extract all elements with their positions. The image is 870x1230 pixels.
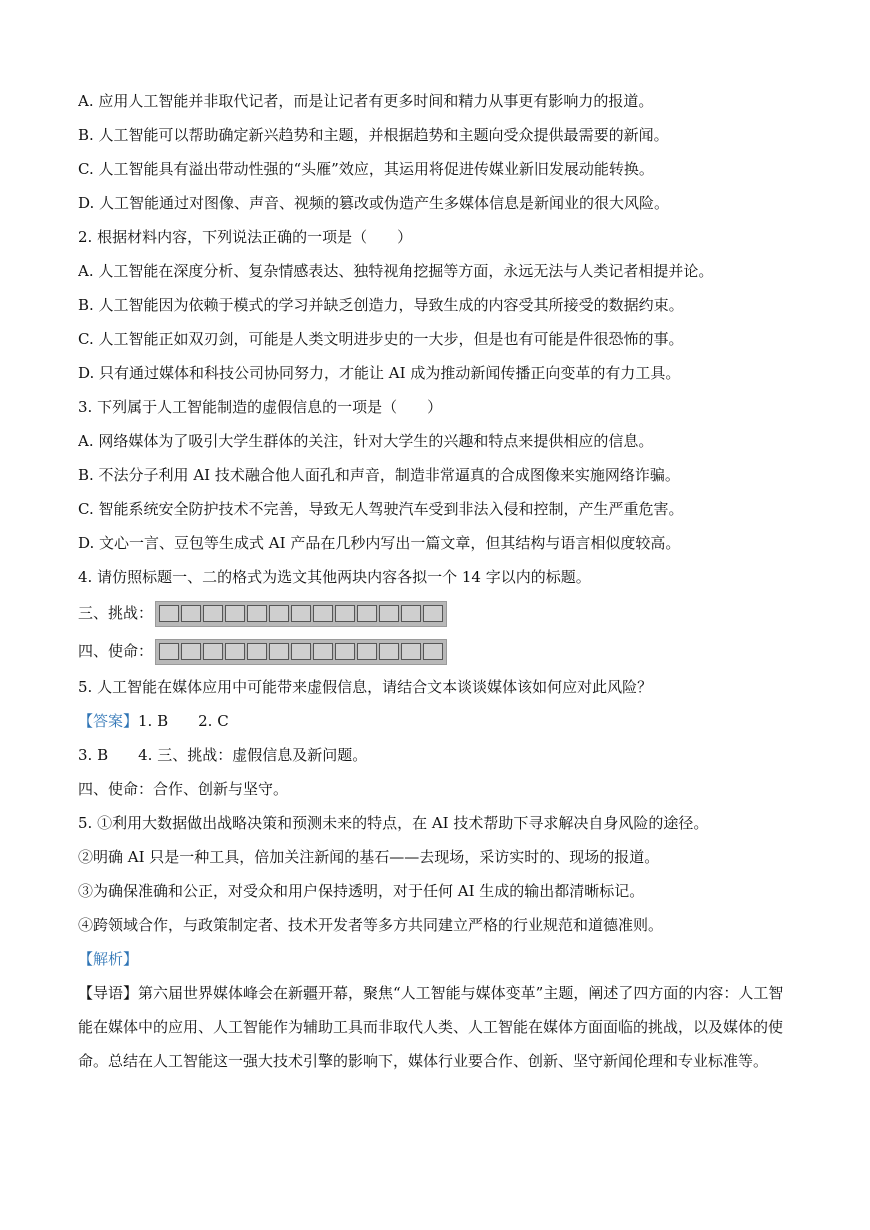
answer-tag: 【答案】 <box>78 712 139 730</box>
q3-option-b: B. 不法分子利用 AI 技术融合他人面孔和声音，制造非常逼真的合成图像来实施网络诈骗。 <box>78 466 680 484</box>
q2-option-c: C. 人工智能正如双刃剑，可能是人类文明进步史的一大步，但是也有可能是件很恐怖的事。 <box>78 330 684 348</box>
answer-4b: 四、使命：合作、创新与坚守。 <box>78 780 289 798</box>
q3-option-d: D. 文心一言、豆包等生成式 AI 产品在几秒内写出一篇文章，但其结构与语言相似度较高。 <box>78 534 681 552</box>
q4-stem: 4. 请仿照标题一、二的格式为选文其他两块内容各拟一个 14 字以内的标题。 <box>78 568 591 586</box>
q1-option-c: C. 人工智能具有溢出带动性强的“头雁”效应，其运用将促进传媒业新旧发展动能转换。 <box>78 160 654 178</box>
q4-blank-four <box>78 632 790 670</box>
q1-option-d: D. 人工智能通过对图像、声音、视频的篡改或伪造产生多媒体信息是新闻业的很大风险。 <box>78 194 670 212</box>
analysis-intro <box>78 976 790 1078</box>
q2-option-a: A. 人工智能在深度分析、复杂情感表达、独特视角挖掘等方面，永远无法与人类记者相提并论。 <box>78 262 714 280</box>
answer-2: 2. C <box>198 712 229 730</box>
q5-stem: 5. 人工智能在媒体应用中可能带来虚假信息，请结合文本谈谈媒体该如何应对此风险？ <box>78 678 653 696</box>
answer-grid-four[interactable] <box>155 639 447 665</box>
q3-option-a: A. 网络媒体为了吸引大学生群体的关注，针对大学生的兴趣和特点来提供相应的信息。 <box>78 432 654 450</box>
answer-5-3: ③为确保准确和公正，对受众和用户保持透明，对于任何 AI 生成的输出都清晰标记。 <box>78 882 645 900</box>
q4-blank-three <box>78 594 790 632</box>
analysis-intro-tag: 【导语】 <box>78 984 139 1002</box>
answer-grid-three[interactable] <box>155 601 447 627</box>
q2-stem: 2. 根据材料内容，下列说法正确的一项是（ ） <box>78 228 413 246</box>
q4-blank-four-label: 四、使命： <box>78 642 154 660</box>
q1-option-b: B. 人工智能可以帮助确定新兴趋势和主题，并根据趋势和主题向受众提供最需要的新闻。 <box>78 126 669 144</box>
answer-4: 4. 三、挑战：虚假信息及新问题。 <box>138 746 368 764</box>
q3-stem: 3. 下列属于人工智能制造的虚假信息的一项是（ ） <box>78 398 443 416</box>
answer-1: 1. B <box>138 712 169 730</box>
q2-option-d: D. 只有通过媒体和科技公司协同努力，才能让 AI 成为推动新闻传播正向变革的有力工具。 <box>78 364 681 382</box>
q3-option-c: C. 智能系统安全防护技术不完善，导致无人驾驶汽车受到非法入侵和控制，产生严重危害。 <box>78 500 684 518</box>
answer-3: 3. B <box>78 746 109 764</box>
answer-line-2 <box>78 738 790 772</box>
answer-5-2: ②明确 AI 只是一种工具，倍加关注新闻的基石——去现场，采访实时的、现场的报道。 <box>78 848 660 866</box>
answer-line-1 <box>78 704 790 738</box>
document-content <box>78 84 790 1078</box>
answer-5-4: ④跨领域合作，与政策制定者、技术开发者等多方共同建立严格的行业规范和道德准则。 <box>78 916 664 934</box>
answer-5-1: 5. ①利用大数据做出战略决策和预测未来的特点，在 AI 技术帮助下寻求解决自身风险的途径。 <box>78 814 709 832</box>
q2-option-b: B. 人工智能因为依赖于模式的学习并缺乏创造力，导致生成的内容受其所接受的数据约束。 <box>78 296 684 314</box>
analysis-tag: 【解析】 <box>78 950 139 968</box>
analysis-intro-text: 第六届世界媒体峰会在新疆开幕，聚焦“人工智能与媒体变革”主题，阐述了四方面的内容：人工智能在媒体中的应用、人工智能作为辅助工具而非取代人类、人工智能在媒体方面面临的挑战，以及媒体的使命。总结在人工智能这一强大技术引擎的影响下，媒体行业要合作、创新、坚守新闻伦理和专业标准等。 <box>78 984 784 1070</box>
q1-option-a: A. 应用人工智能并非取代记者，而是让记者有更多时间和精力从事更有影响力的报道。 <box>78 92 654 110</box>
q4-blank-three-label: 三、挑战： <box>78 604 154 622</box>
